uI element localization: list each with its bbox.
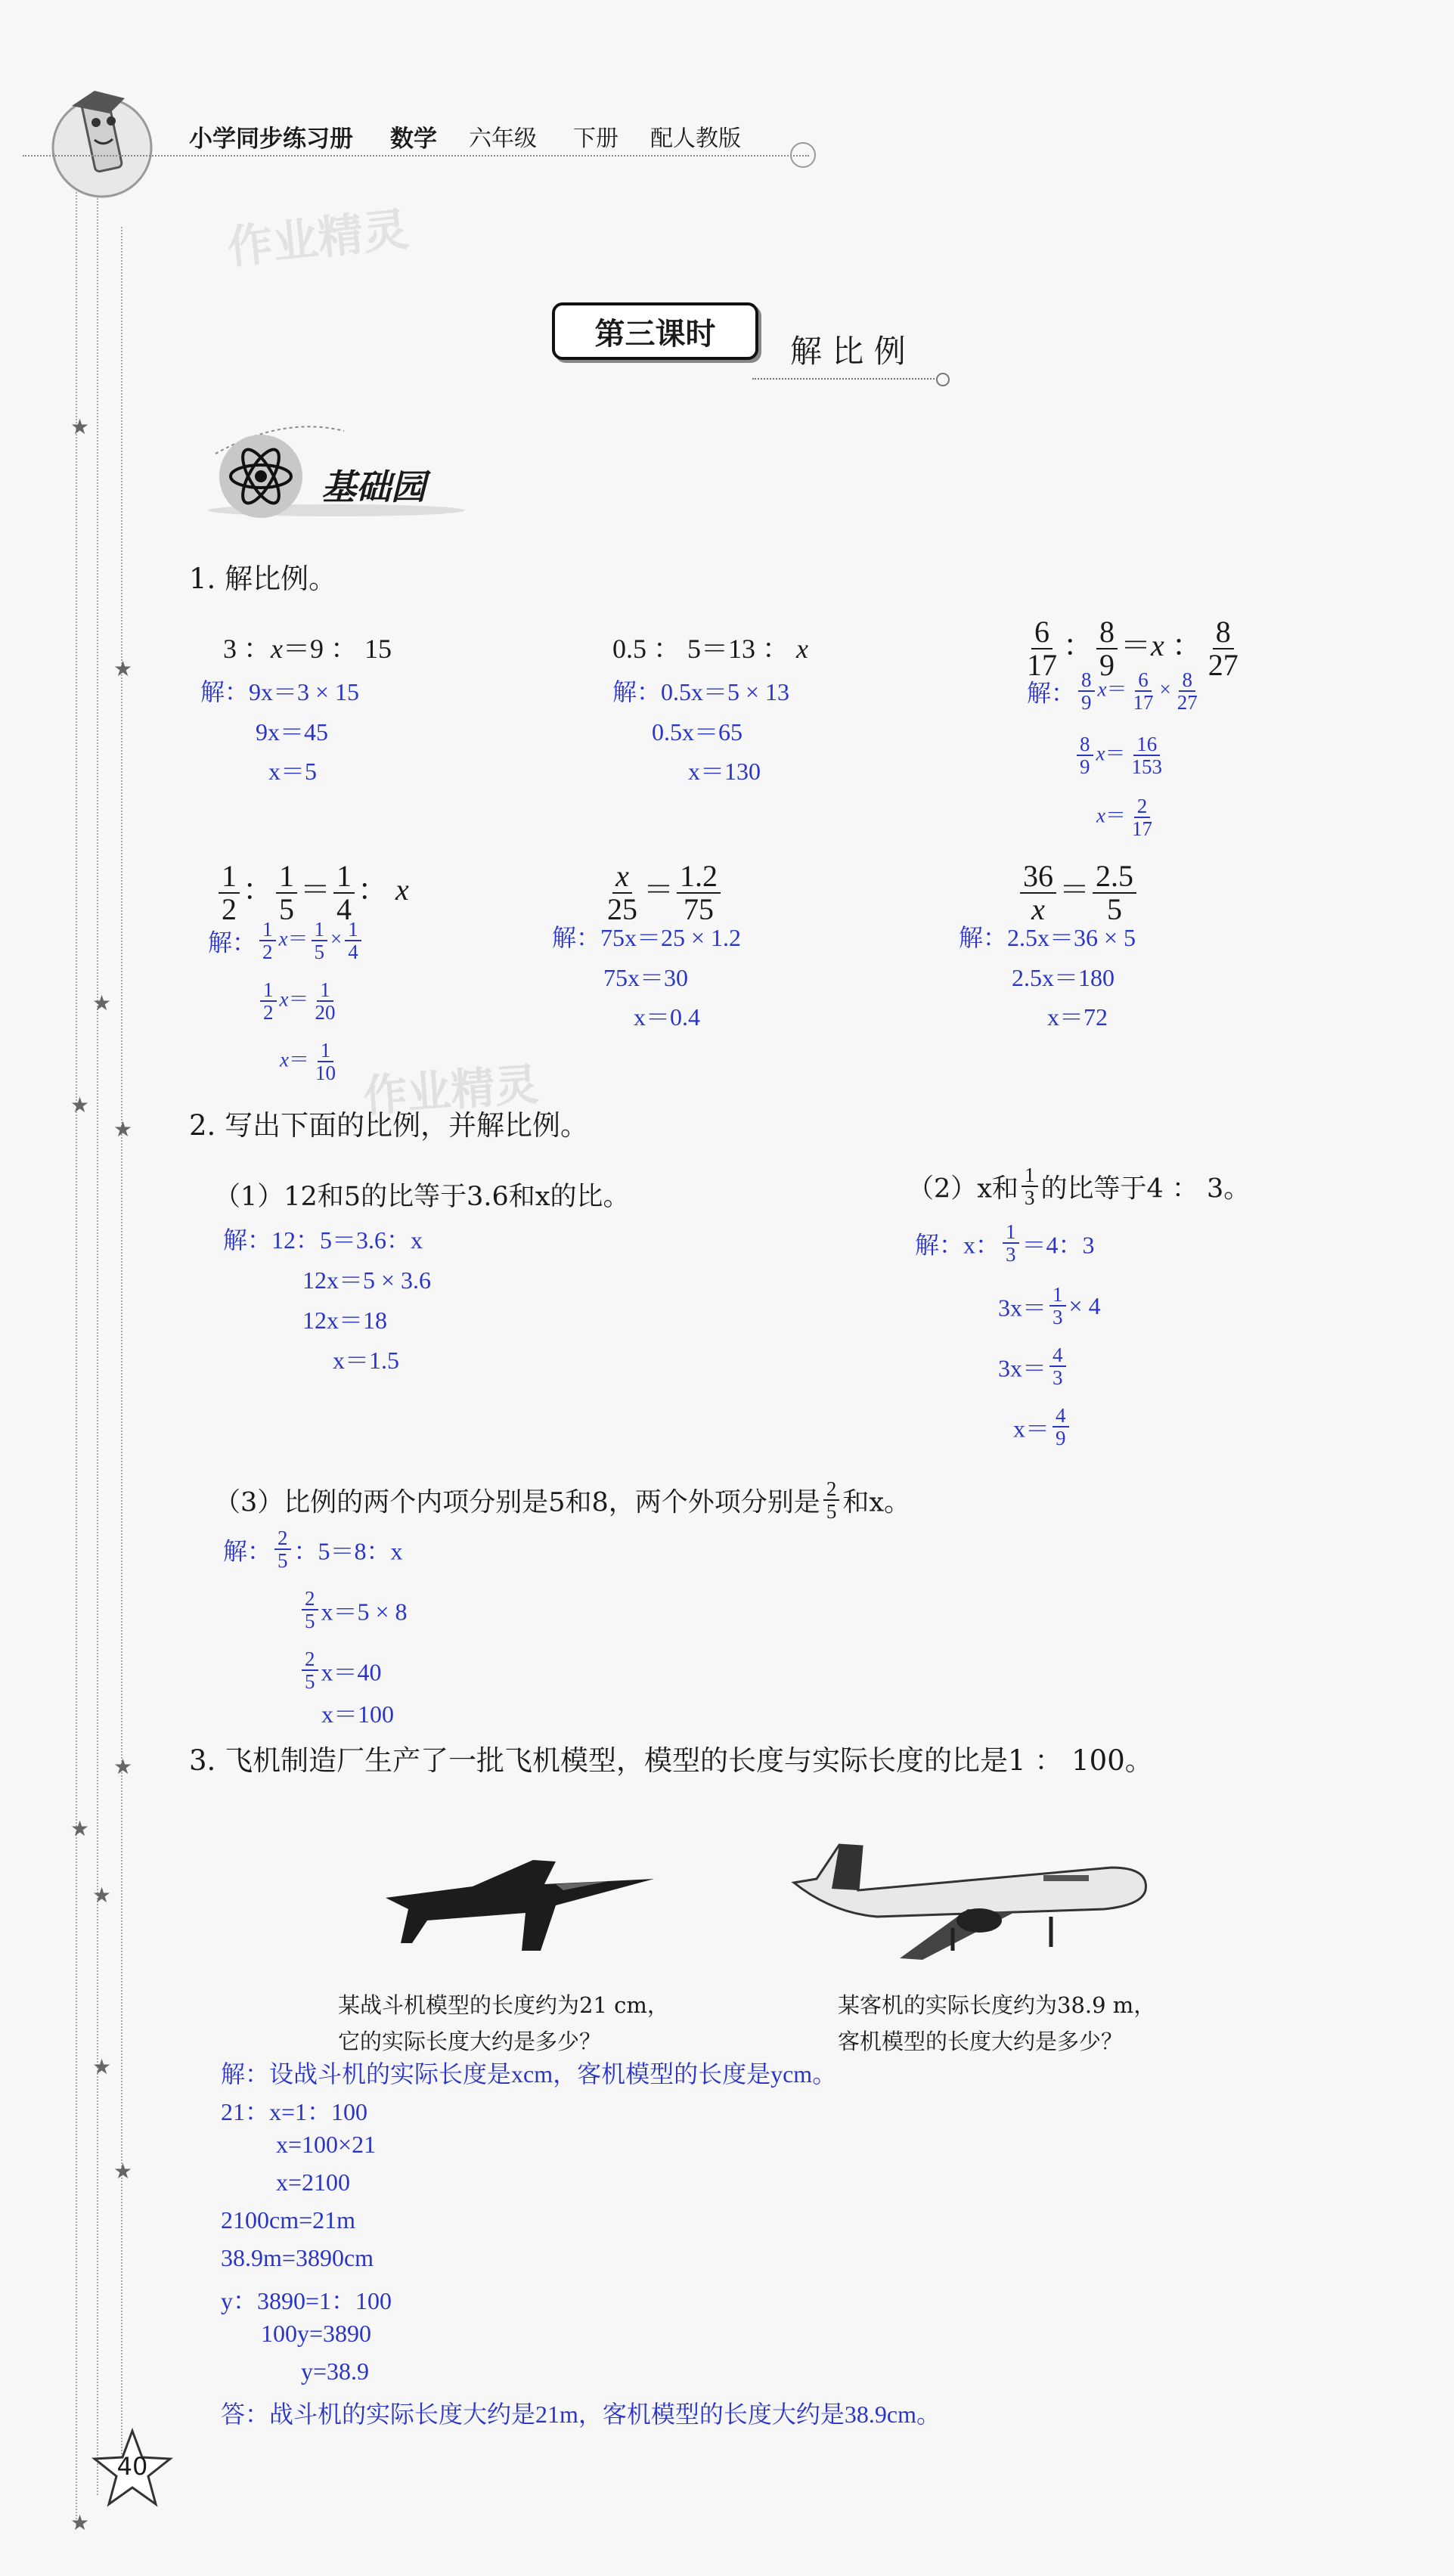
page-number: 40 — [116, 2452, 148, 2481]
q1-p2-problem: 0.5 ： 5＝13 ： x — [612, 634, 808, 664]
caption-airliner-line2: 客机模型的长度大约是多少？ — [838, 2029, 1124, 2054]
q2-p3-step4: x＝100 — [321, 1700, 395, 1728]
star-icon: ★ — [92, 2054, 112, 2079]
q2-p3-step3: $\frac{2}{5}$ x＝40 — [299, 1648, 382, 1693]
q3-sol-line3: x=100×21 — [276, 2131, 377, 2158]
q3-sol-line2: 21：x=1：100 — [221, 2098, 368, 2125]
star-icon: ★ — [70, 1816, 90, 1841]
lesson-tag: 第三课时 — [552, 302, 758, 360]
q1-p5-step3: x＝0.4 — [634, 1003, 701, 1031]
star-icon: ★ — [92, 990, 112, 1015]
q1-p4-problem: $\frac{1}{2}$ ： $\frac{1}{5}$ ＝ $\frac{1}{4}$ ： x — [215, 860, 409, 925]
q2-p1-step3: 12x＝18 — [302, 1307, 388, 1334]
watermark-2: 作业精灵 — [361, 1058, 541, 1122]
star-icon: ★ — [113, 2159, 133, 2184]
lesson-rule-end — [936, 373, 950, 386]
q2-p2-step4: x＝ $\frac{4}{9}$ — [1013, 1405, 1072, 1449]
q2-p1-step4: x＝1.5 — [333, 1347, 400, 1374]
star-icon: ★ — [70, 1093, 90, 1118]
watermark: 作业精灵 — [225, 203, 411, 275]
q1-p6-problem: $\frac{36}{x}$ ＝ $\frac{2.5}{5}$ — [1017, 860, 1139, 925]
mascot-pencil-icon — [42, 76, 163, 204]
q2-p1-step2: 12x＝5 × 3.6 — [302, 1266, 432, 1294]
q1-p3-problem: $\frac{6}{17}$ ： $\frac{8}{9}$ ＝x ： $\frac{8}{27}$ — [1027, 615, 1239, 682]
header-grade: 六年级 — [469, 126, 537, 152]
q1-p5-problem: $\frac{x}{25}$ ＝ $\frac{1.2}{75}$ — [601, 860, 724, 925]
q3-sol-line8: 100y=3890 — [261, 2320, 372, 2347]
caption-fighter-line1: 某战斗机模型的长度约为21 cm， — [338, 1992, 669, 2018]
caption-fighter-line2: 它的实际长度大约是多少？ — [338, 2029, 602, 2054]
q1-p6-step1: 解：2.5x＝36 × 5 — [959, 924, 1136, 951]
margin-line — [121, 227, 122, 2457]
header-subject: 数学 — [390, 126, 437, 153]
fighter-jet-image — [382, 1837, 658, 1958]
star-icon: ★ — [113, 656, 133, 681]
q1-p4-step3: x＝ $\frac{1}{10}$ — [280, 1039, 336, 1085]
q3-title: 3. 飞机制造厂生产了一批飞机模型，模型的长度与实际长度的比是1 ： 100。 — [189, 1744, 1153, 1777]
q2-p2-step2: 3x＝ $\frac{1}{3}$ × 4 — [998, 1283, 1101, 1329]
q3-sol-line4: x=2100 — [276, 2168, 351, 2196]
q2-p2-question: （2）x和 $\frac{1}{3}$ 的比等于4 ： 3。 — [907, 1164, 1251, 1210]
star-icon: ★ — [92, 1883, 112, 1908]
q1-p1-step2: 9x＝45 — [256, 718, 329, 746]
q2-p2-step1: 解：x： $\frac{1}{3}$ ＝4：3 — [915, 1220, 1095, 1266]
q1-title: 1. 解比例。 — [189, 563, 337, 595]
q1-p5-step1: 解：75x＝25 × 1.2 — [552, 924, 742, 951]
header-rule — [23, 155, 809, 157]
star-icon: ★ — [113, 1754, 133, 1779]
q1-p2-step3: x＝130 — [688, 758, 761, 785]
q3-sol-line7: y：3890=1：100 — [221, 2287, 392, 2314]
q1-p4-step2: $\frac{1}{2}$ x＝ $\frac{1}{20}$ — [257, 979, 341, 1024]
q1-p2-step1: 解：0.5x＝5 × 13 — [612, 678, 790, 705]
q1-p1-problem: 3 ：x＝9 ： 15 — [223, 634, 392, 664]
margin-line — [97, 189, 98, 2495]
q2-p1-step1: 解：12：5＝3.6：x — [223, 1226, 423, 1254]
q1-p5-step2: 75x＝30 — [603, 964, 689, 991]
margin-line — [76, 144, 77, 2525]
q1-p6-step3: x＝72 — [1047, 1003, 1108, 1031]
q1-p2-step2: 0.5x＝65 — [652, 718, 743, 746]
q3-sol-line9: y=38.9 — [301, 2357, 370, 2385]
q1-p1-step3: x＝5 — [268, 758, 318, 785]
q1-p3-step3: x＝ $\frac{2}{17}$ — [1096, 795, 1152, 841]
q2-p3-step2: $\frac{2}{5}$ x＝5 × 8 — [299, 1588, 408, 1632]
q1-p3-step1: 解： $\frac{8}{9}$ x＝ $\frac{6}{17}$ × $\frac{8}{27}$ — [1027, 668, 1198, 715]
q2-p1-question: （1）12和5的比等于3.6和x的比。 — [214, 1182, 630, 1212]
q2-p2-step3: 3x＝ $\frac{4}{3}$ — [998, 1344, 1069, 1389]
q3-answer: 答：战斗机的实际长度大约是21m，客机模型的长度大约是38.9cm。 — [221, 2401, 941, 2428]
q1-p4-step1: 解： $\frac{1}{2}$ x＝ $\frac{1}{5}$ × $\frac{1}{4}$ — [208, 919, 364, 963]
caption-airliner-line1: 某客机的实际长度约为38.9 m， — [838, 1992, 1156, 2018]
airliner-image — [786, 1830, 1157, 1966]
star-icon: ★ — [113, 1117, 133, 1142]
header-edition: 配人教版 — [650, 126, 741, 152]
q2-p3-question: （3）比例的两个内项分别是5和8，两个外项分别是 $\frac{2}{5}$ 和x。 — [214, 1477, 911, 1524]
q1-p6-step2: 2.5x＝180 — [1012, 964, 1115, 991]
q2-title: 2. 写出下面的比例，并解比例。 — [189, 1109, 589, 1142]
section-title: 基础园 — [321, 467, 426, 507]
header-swirl — [790, 142, 816, 168]
q3-sol-line5: 2100cm=21m — [221, 2206, 356, 2233]
header-book: 小学同步练习册 — [189, 126, 353, 153]
header-volume: 下册 — [573, 126, 618, 152]
q2-p3-step1: 解： $\frac{2}{5}$ ：5＝8：x — [223, 1527, 403, 1573]
star-icon: ★ — [70, 414, 90, 439]
lesson-title: 解 比 例 — [790, 333, 906, 370]
lesson-rule — [752, 378, 938, 380]
q1-p3-step2: $\frac{8}{9}$ x＝ $\frac{16}{153}$ — [1074, 733, 1168, 778]
q1-p1-step1: 解：9x＝3 × 15 — [200, 678, 360, 705]
q3-sol-line1: 解：设战斗机的实际长度是xcm，客机模型的长度是ycm。 — [221, 2060, 837, 2088]
q3-sol-line6: 38.9m=3890cm — [221, 2244, 374, 2271]
star-icon: ★ — [70, 2510, 90, 2535]
